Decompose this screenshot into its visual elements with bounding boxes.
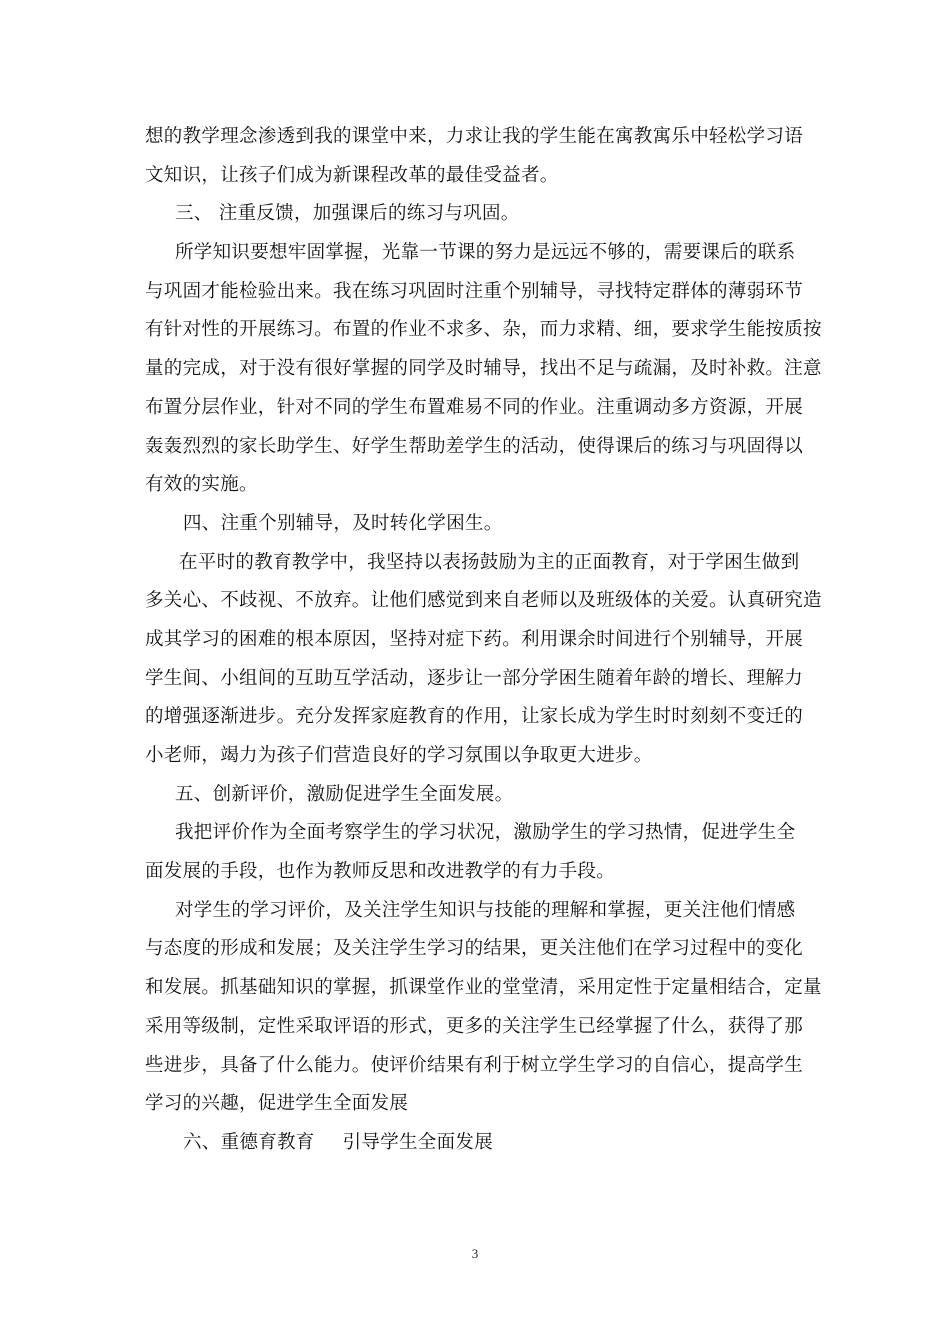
paragraph-first-line: 在平时的教育教学中，我坚持以表扬鼓励为主的正面教育，对于学困生做到 — [179, 551, 800, 573]
body-line: 量的完成，对于没有很好掌握的同学及时辅导，找出不足与疏漏，及时补救。注意 — [145, 358, 822, 380]
body-line: 成其学习的困难的根本原因，坚持对症下药。利用课余时间进行个别辅导，开展 — [145, 628, 804, 650]
section-heading: 三、 注重反馈，加强课后的练习与巩固。 — [175, 203, 520, 225]
body-line: 和发展。抓基础知识的掌握，抓课堂作业的堂堂清，采用定性于定量相结合，定量 — [145, 977, 822, 999]
section-heading — [145, 1124, 810, 1163]
paragraph-first-line: 我把评价作为全面考察学生的学习状况，激励学生的学习热情，促进学生全 — [175, 822, 796, 844]
body-line: 多关心、不歧视、不放弃。让他们感觉到来自老师以及班级体的关爱。认真研究造 — [145, 590, 822, 612]
body-line: 面发展的手段，也作为教师反思和改进教学的有力手段。 — [145, 861, 616, 883]
body-line: 的增强逐渐进步。充分发挥家庭教育的作用，让家长成为学生时时刻刻不变迁的 — [145, 706, 804, 728]
body-line: 小老师，竭力为孩子们营造良好的学习氛围以争取更大进步。 — [145, 745, 653, 766]
body-line: 想的教学理念渗透到我的课堂中来，力求让我的学生能在寓教寓乐中轻松学习语 — [145, 126, 804, 147]
body-line: 有针对性的开展练习。布置的作业不求多、杂，而力求精、细，要求学生能按质按 — [145, 319, 822, 341]
paragraph-first-line: 对学生的学习评价，及关注学生知识与技能的理解和掌握，更关注他们情感 — [175, 899, 796, 921]
section-heading: 五、创新评价，激励促进学生全面发展。 — [175, 783, 514, 805]
body-line: 学习的兴趣，促进学生全面发展 — [145, 1093, 409, 1115]
body-line: 与巩固才能检验出来。我在练习巩固时注重个别辅导，寻找特定群体的薄弱环节 — [145, 280, 804, 302]
section-heading: 四、注重个别辅导，及时转化学困生。 — [183, 512, 503, 534]
body-line: 采用等级制，定性采取评语的形式，更多的关注学生已经掌握了什么，获得了那 — [145, 1015, 804, 1037]
body-line: 些进步，具备了什么能力。使评价结果有利于树立学生学习的自信心，提高学生 — [145, 1054, 804, 1076]
body-line: 有效的实施。 — [145, 474, 258, 496]
body-line: 学生间、小组间的互助互学活动，逐步让一部分学困生随着年龄的增长、理解力 — [145, 667, 804, 689]
heading-part: 六、重德育教育 — [183, 1131, 315, 1153]
heading-part: 引导学生全面发展 — [342, 1131, 494, 1153]
body-line: 与态度的形成和发展；及关注学生学习的结果，更关注他们在学习过程中的变化 — [145, 938, 804, 960]
paragraph-first-line: 所学知识要想牢固掌握，光靠一节课的努力是远远不够的，需要课后的联系 — [175, 242, 796, 264]
page-number: 3 — [471, 1246, 479, 1261]
document-body — [145, 118, 822, 1163]
body-line: 文知识，让孩子们成为新课程改革的最佳受益者。 — [145, 164, 559, 186]
body-line: 布置分层作业，针对不同的学生布置难易不同的作业。注重调动多方资源，开展 — [145, 396, 804, 418]
body-line: 轰轰烈烈的家长助学生、好学生帮助差学生的活动，使得课后的练习与巩固得以 — [145, 435, 804, 457]
